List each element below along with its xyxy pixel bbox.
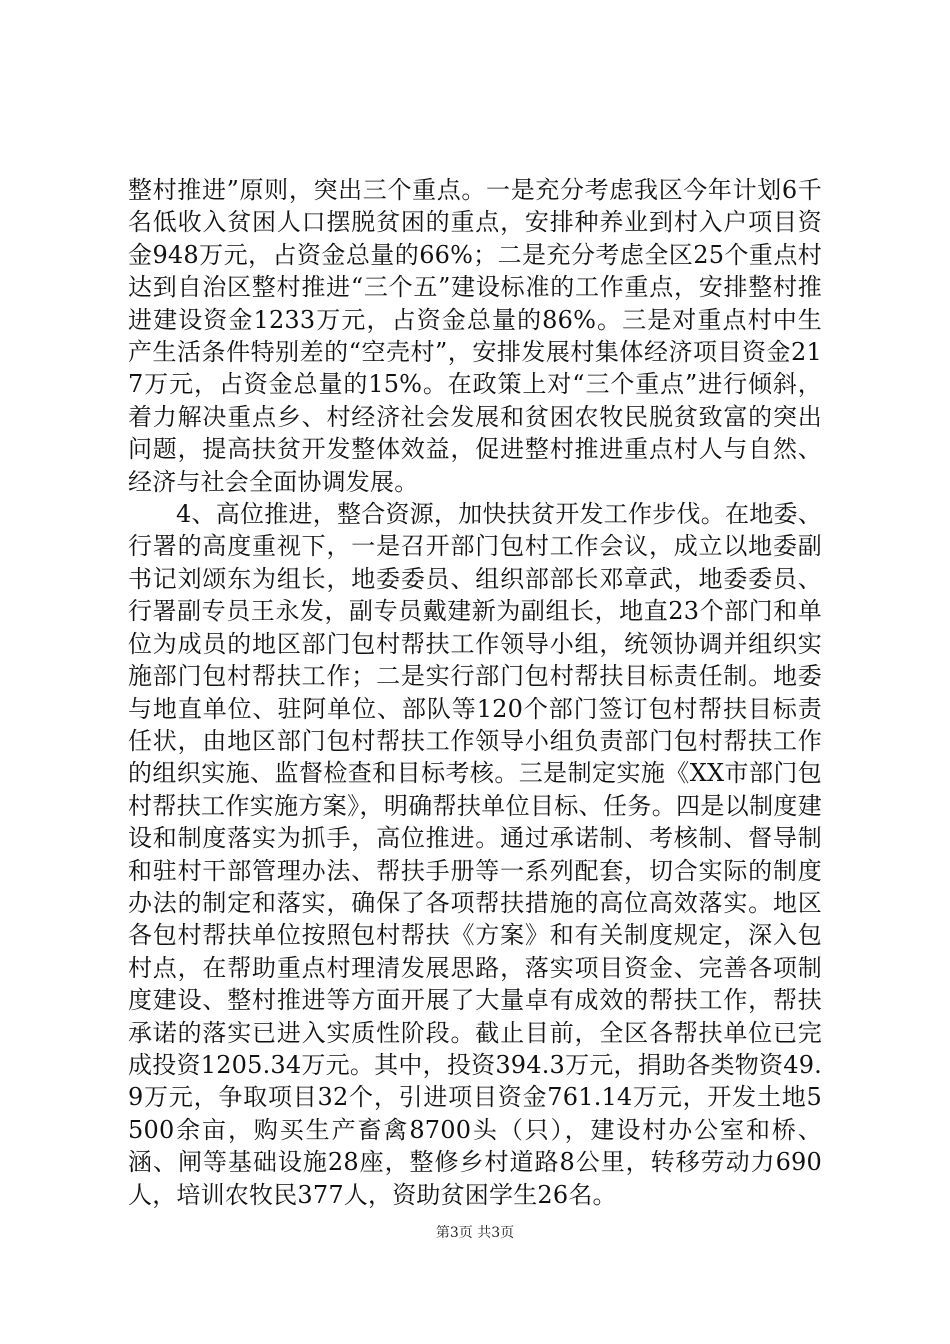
paragraph-priorities: 整村推进”原则，突出三个重点。一是充分考虑我区今年计划6千名低收入贫困人口摆脱贫困的重点，安排种养业到村入户项目资金948万元，占资金总量的66%；二是充分考虑全区25个重点村达到自治区整村推进“三个五”建设标准的工作重点，安排整村推进建设资金1233万元，占资金总量的86%。三是对重点村中生产生活条件特别差的“空壳村”，安排发展村集体经济项目资金217万元，占资金总量的15%。在政策上对“三个重点”进行倾斜，着力解决重点乡、村经济社会发展和贫困农牧民脱贫致富的突出问题，提高扶贫开发整体效益，促进整村推进重点村人与自然、经济与社会全面协调发展。 [128, 176, 822, 496]
document-body [128, 174, 822, 1211]
paragraph-high-level-promotion: 4、高位推进，整合资源，加快扶贫开发工作步伐。在地委、行署的高度重视下，一是召开部门包村工作会议，成立以地委副书记刘颂东为组长，地委委员、组织部部长邓章武，地委委员、行署副专员王永发，副专员戴建新为副组长，地直23个部门和单位为成员的地区部门包村帮扶工作领导小组，统领协调并组织实施部门包村帮扶工作；二是实行部门包村帮扶目标责任制。地委与地直单位、驻阿单位、部队等120个部门签订包村帮扶目标责任状，由地区部门包村帮扶工作领导小组负责部门包村帮扶工作的组织实施、监督检查和目标考核。三是制定实施《XX市部门包村帮扶工作实施方案》，明确帮扶单位目标、任务。四是以制度建设和制度落实为抓手，高位推进。通过承诺制、考核制、督导制和驻村干部管理办法、帮扶手册等一系列配套，切合实际的制度办法的制定和落实，确保了各项帮扶措施的高位高效落实。地区各包村帮扶单位按照包村帮扶《方案》和有关制度规定，深入包村点，在帮助重点村理清发展思路，落实项目资金、完善各项制度建设、整村推进等方面开展了大量卓有成效的帮扶工作，帮扶承诺的落实已进入实质性阶段。截止目前，全区各帮扶单位已完成投资1205.34万元。其中，投资394.3万元，捐助各类物资49.9万元，争取项目32个，引进项目资金761.14万元，开发土地5500余亩，购买生产畜禽8700头（只），建设村办公室和桥、涵、闸等基础设施28座，整修乡村道路8公里，转移劳动力690人，培训农牧民377人，资助贫困学生26名。 [128, 500, 822, 1209]
page-footer: 第3页 共3页 [435, 1225, 515, 1241]
